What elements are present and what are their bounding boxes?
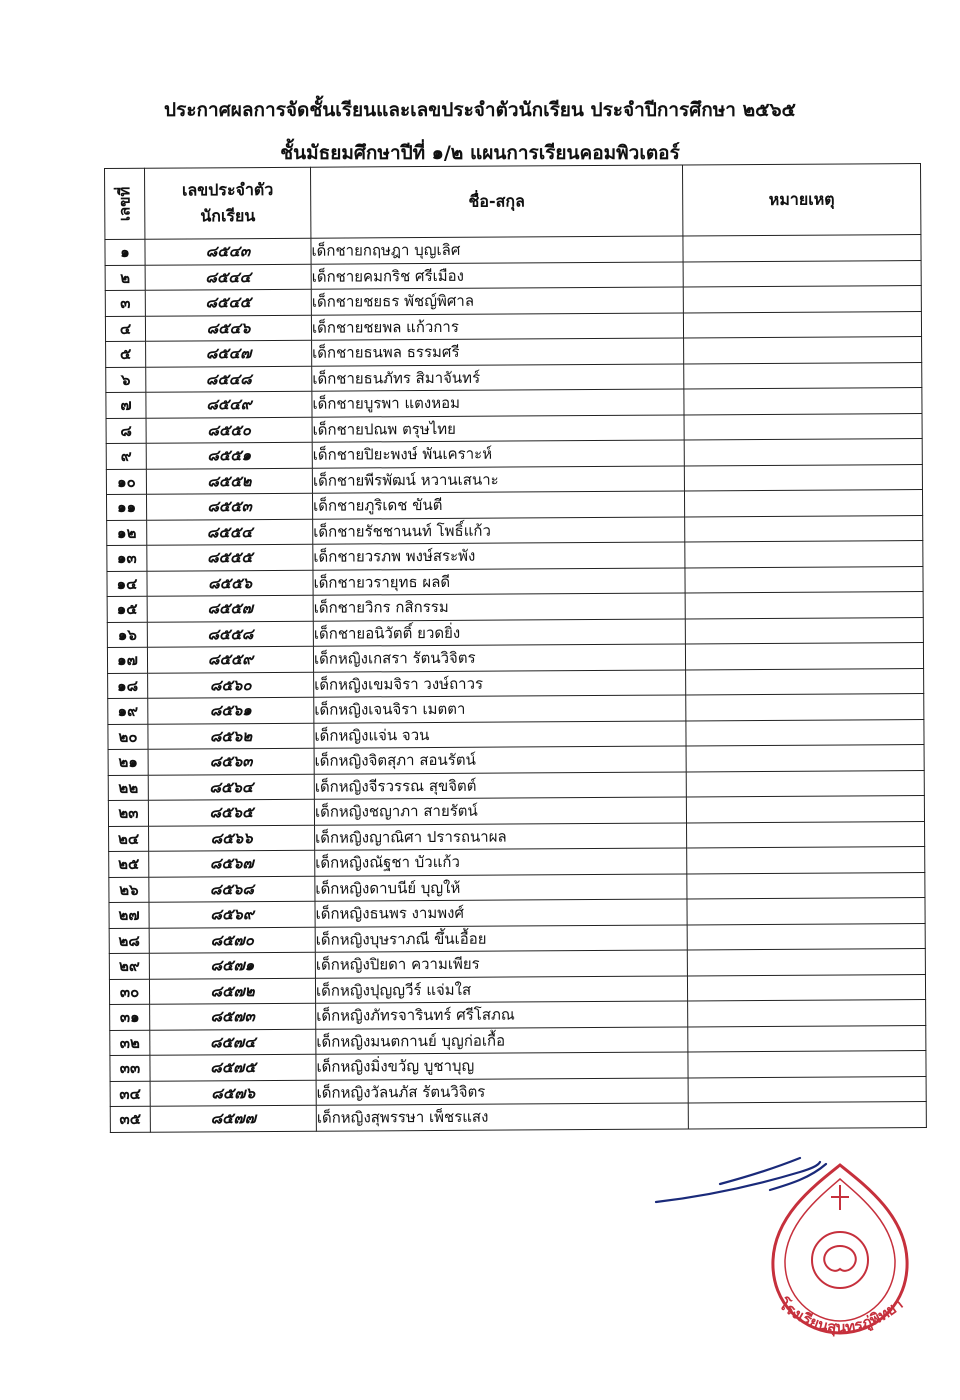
cell-student-id: ๘๕๖๐ [148, 672, 314, 699]
cell-student-id: ๘๕๗๐ [149, 927, 315, 954]
cell-no: ๑๒ [107, 520, 147, 546]
cell-note [687, 897, 925, 924]
cell-name: เด็กหญิงแจ่น จวน [314, 720, 686, 748]
cell-note [683, 286, 921, 313]
page-subtitle: ชั้นมัธยมศึกษาปีที่ ๑/๒ แผนการเรียนคอมพิวเตอร์ [280, 142, 680, 164]
cell-name: เด็กหญิงจีรวรรณ สุขจิตต์ [314, 771, 686, 799]
cell-note [683, 235, 921, 262]
cell-name: เด็กหญิงสุพรรษา เพ็ชรแสง [316, 1103, 688, 1131]
cell-name: เด็กหญิงมนตกานย์ บุญก่อเกื้อ [316, 1026, 688, 1054]
cell-name: เด็กหญิงเจนจิรา เมตตา [314, 695, 686, 723]
cell-no: ๑๔ [107, 571, 147, 597]
cell-student-id: ๘๕๖๔ [148, 774, 314, 801]
cell-no: ๒๒ [108, 775, 148, 801]
cell-name: เด็กชายกฤษฎา บุญเลิศ [311, 236, 683, 264]
cell-no: ๓๕ [110, 1106, 150, 1132]
column-header-name: ชื่อ-สกุล [310, 165, 682, 238]
cell-note [687, 974, 925, 1001]
cell-no: ๑๑ [106, 494, 146, 520]
cell-student-id: ๘๕๕๗ [147, 595, 313, 622]
cell-no: ๓๒ [110, 1030, 150, 1056]
column-header-note: หมายเหตุ [682, 164, 920, 236]
cell-no: ๓๐ [109, 979, 149, 1005]
seal-school-name: โรงเรียนสุนทรภู่พิทยา [775, 1294, 907, 1337]
cell-no: ๓ [105, 290, 145, 316]
cell-student-id: ๘๕๖๗ [149, 850, 315, 877]
cell-student-id: ๘๕๔๓ [145, 238, 311, 265]
cell-no: ๕ [106, 341, 146, 367]
cell-student-id: ๘๕๖๙ [149, 901, 315, 928]
cell-note [688, 1050, 926, 1077]
cell-name: เด็กหญิงวัลนภัส รัตนวิจิตร [316, 1077, 688, 1105]
table-body [105, 235, 926, 1132]
cell-student-id: ๘๕๗๕ [150, 1054, 316, 1081]
cell-name: เด็กชายชยพล แก้วการ [311, 312, 683, 340]
cell-note [688, 1101, 926, 1128]
cell-no: ๒ [105, 265, 145, 291]
cell-note [684, 490, 922, 517]
cell-name: เด็กชายวิกร กสิกรรม [313, 593, 685, 621]
cell-note [688, 1025, 926, 1052]
cell-note [684, 439, 922, 466]
cell-no: ๒๕ [109, 851, 149, 877]
cell-student-id: ๘๕๕๕ [147, 544, 313, 571]
school-seal [755, 1155, 925, 1355]
cell-student-id: ๘๕๔๔ [145, 264, 311, 291]
cell-name: เด็กชายวรายุทธ ผลดี [313, 567, 685, 595]
cell-note [684, 413, 922, 440]
cell-note [686, 745, 924, 772]
cell-student-id: ๘๕๕๔ [147, 519, 313, 546]
column-header-id-line2: นักเรียน [200, 206, 256, 226]
cell-no: ๑๙ [108, 698, 148, 724]
cell-student-id: ๘๕๔๙ [146, 391, 312, 418]
cell-no: ๓๑ [110, 1004, 150, 1030]
cell-no: ๑๘ [108, 673, 148, 699]
cell-name: เด็กชายคมกริช ศรีเมือง [311, 261, 683, 289]
cell-note [687, 948, 925, 975]
cell-note [685, 617, 923, 644]
cell-note [685, 592, 923, 619]
cell-name: เด็กหญิงภัทรจารินทร์ ศรีโสภณ [316, 1001, 688, 1029]
cell-name: เด็กชายธนภัทร สิมาจันทร์ [312, 363, 684, 391]
cell-note [686, 796, 924, 823]
cell-student-id: ๘๕๔๕ [145, 289, 311, 316]
cell-no: ๒๘ [109, 928, 149, 954]
cell-no: ๒๗ [109, 902, 149, 928]
cell-note [684, 464, 922, 491]
cell-name: เด็กหญิงญาณิศา ปรารถนาผล [315, 822, 687, 850]
cell-student-id: ๘๕๖๘ [149, 876, 315, 903]
cell-note [685, 515, 923, 542]
cell-note [685, 541, 923, 568]
cell-student-id: ๘๕๗๖ [150, 1080, 316, 1107]
cell-student-id: ๘๕๗๗ [150, 1105, 316, 1132]
cell-note [687, 923, 925, 950]
cell-note [688, 1076, 926, 1103]
cell-student-id: ๘๕๔๗ [146, 340, 312, 367]
cell-name: เด็กชายบูรพา แตงหอม [312, 389, 684, 417]
cell-note [683, 260, 921, 287]
cell-student-id: ๘๕๖๖ [149, 825, 315, 852]
column-header-id-line1: เลขประจำตัว [181, 179, 274, 200]
cell-note [686, 668, 924, 695]
cell-name: เด็กหญิงจิตสุภา สอนรัตน์ [314, 746, 686, 774]
cell-name: เด็กชายปณพ ตรุษไทย [312, 414, 684, 442]
table-row [110, 1101, 926, 1131]
cell-student-id: ๘๕๗๑ [149, 952, 315, 979]
cell-no: ๑ [105, 239, 145, 265]
cell-name: เด็กชายพีรพัฒน์ หวานเสนาะ [312, 465, 684, 493]
student-table [104, 163, 927, 1132]
cell-name: เด็กหญิงมิ่งขวัญ บูชาบุญ [316, 1052, 688, 1080]
cell-name: เด็กหญิงเขมจิรา วงษ์ถาวร [314, 669, 686, 697]
cell-name: เด็กชายวรภพ พงษ์สระพัง [313, 542, 685, 570]
cell-name: เด็กหญิงปุญญวีร์ แจ่มใส [315, 975, 687, 1003]
cell-note [685, 643, 923, 670]
cell-no: ๒๐ [108, 724, 148, 750]
cell-student-id: ๘๕๕๙ [147, 646, 313, 673]
cell-student-id: ๘๕๖๒ [148, 723, 314, 750]
cell-note [685, 566, 923, 593]
cell-note [684, 388, 922, 415]
cell-student-id: ๘๕๖๕ [148, 799, 314, 826]
svg-text:โรงเรียนสุนทรภู่พิทยา [775, 1294, 907, 1338]
cell-note [683, 311, 921, 338]
cell-student-id: ๘๕๕๒ [146, 468, 312, 495]
cell-student-id: ๘๕๖๓ [148, 748, 314, 775]
cell-no: ๑๓ [107, 545, 147, 571]
cell-note [684, 337, 922, 364]
cell-note [686, 694, 924, 721]
cell-note [686, 770, 924, 797]
cell-student-id: ๘๕๗๓ [150, 1003, 316, 1030]
cell-no: ๖ [106, 367, 146, 393]
cell-name: เด็กหญิงเกสรา รัตนวิจิตร [313, 644, 685, 672]
cell-student-id: ๘๕๔๘ [146, 366, 312, 393]
cell-no: ๓๓ [110, 1055, 150, 1081]
cell-no: ๒๑ [108, 749, 148, 775]
cell-student-id: ๘๕๕๐ [146, 417, 312, 444]
cell-no: ๒๙ [109, 953, 149, 979]
cell-name: เด็กชายธนพล ธรรมศรี [312, 338, 684, 366]
cell-note [684, 362, 922, 389]
cell-name: เด็กชายปิยะพงษ์ พันเคราะห์ [312, 440, 684, 468]
cell-note [687, 872, 925, 899]
cell-name: เด็กชายรัชชานนท์ โพธิ์แก้ว [313, 516, 685, 544]
cell-student-id: ๘๕๗๒ [149, 978, 315, 1005]
cell-no: ๑๗ [107, 647, 147, 673]
cell-no: ๑๖ [107, 622, 147, 648]
cell-student-id: ๘๕๖๑ [148, 697, 314, 724]
cell-name: เด็กหญิงบุษราภณี ขึ้นเอื้อย [315, 924, 687, 952]
cell-name: เด็กชายภูริเดช ขันตี [312, 491, 684, 519]
cell-student-id: ๘๕๕๘ [147, 621, 313, 648]
cell-note [687, 846, 925, 873]
cell-no: ๒๔ [109, 826, 149, 852]
cell-note [686, 719, 924, 746]
cell-no: ๒๓ [108, 800, 148, 826]
cell-student-id: ๘๕๗๔ [150, 1029, 316, 1056]
cell-student-id: ๘๕๕๖ [147, 570, 313, 597]
cell-note [687, 821, 925, 848]
cell-name: เด็กชายชยธร พัชญ์พิศาล [311, 287, 683, 315]
cell-no: ๗ [106, 392, 146, 418]
cell-name: เด็กหญิงธนพร งามพงศ์ [315, 899, 687, 927]
cell-no: ๔ [105, 316, 145, 342]
cell-no: ๑๐ [106, 469, 146, 495]
column-header-no: เลขที่ [105, 168, 145, 239]
cell-name: เด็กหญิงณัฐชา บัวแก้ว [315, 848, 687, 876]
cell-no: ๙ [106, 443, 146, 469]
cell-no: ๘ [106, 418, 146, 444]
cell-no: ๒๖ [109, 877, 149, 903]
table-header-row [105, 164, 921, 240]
cell-name: เด็กหญิงดาบนีย์ บุญให้ [315, 873, 687, 901]
cell-student-id: ๘๕๔๖ [145, 315, 311, 342]
cell-name: เด็กหญิงปิยดา ความเพียร [315, 950, 687, 978]
page-title: ประกาศผลการจัดชั้นเรียนและเลขประจำตัวนักเรียน ประจำปีการศึกษา ๒๕๖๕ [164, 99, 796, 121]
cell-student-id: ๘๕๕๓ [146, 493, 312, 520]
cell-name: เด็กชายอนิวัตติ์ ยวดยิ่ง [313, 618, 685, 646]
cell-no: ๑๕ [107, 596, 147, 622]
cell-name: เด็กหญิงชญาภา สายรัตน์ [314, 797, 686, 825]
cell-note [688, 999, 926, 1026]
column-header-id [145, 167, 311, 239]
cell-student-id: ๘๕๕๑ [146, 442, 312, 469]
cell-no: ๓๔ [110, 1081, 150, 1107]
